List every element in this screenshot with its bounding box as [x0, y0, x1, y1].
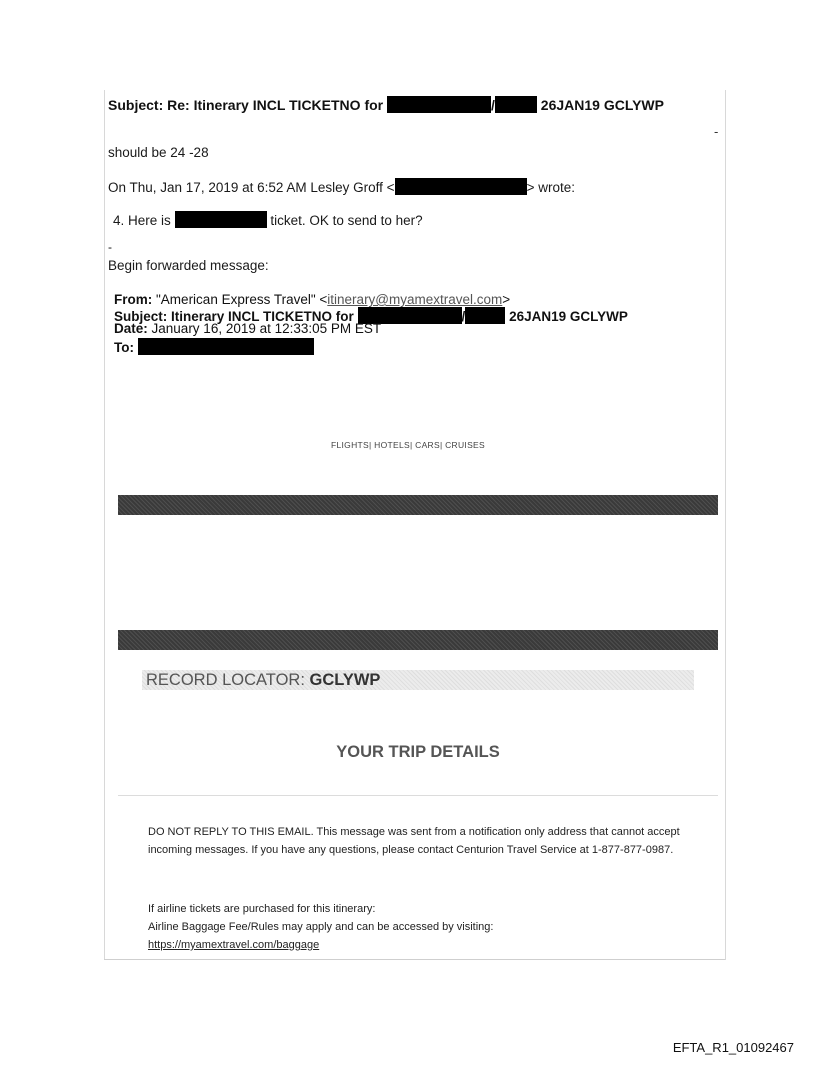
header-banner-band	[118, 495, 718, 515]
baggage-link[interactable]: https://myamextravel.com/baggage	[148, 939, 320, 951]
document-id: EFTA_R1_01092467	[672, 1040, 794, 1055]
redaction-box	[175, 211, 267, 228]
subject-label: Subject: Re: Itinerary INCL TICKETNO for	[108, 97, 384, 113]
here-is-prefix: 4. Here is	[113, 213, 171, 228]
forwarded-to	[114, 338, 314, 355]
subject-suffix: 26JAN19 GCLYWP	[540, 97, 664, 113]
email-subject	[108, 96, 664, 113]
dash-mark: -	[108, 240, 112, 254]
body-line-here-is	[113, 211, 423, 228]
forwarded-subject-suffix: 26JAN19 GCLYWP	[509, 309, 628, 324]
forwarded-subject-label: Subject: Itinerary INCL TICKETNO for	[114, 309, 354, 324]
date-value: January 16, 2019 at 12:33:05 PM EST	[151, 321, 382, 336]
redaction-box	[495, 96, 537, 113]
redaction-box	[395, 178, 527, 195]
email-frame-bottom-border	[104, 959, 725, 960]
to-label: To:	[114, 340, 134, 355]
redaction-box	[465, 307, 505, 324]
section-divider	[118, 795, 718, 796]
dash-mark: -	[714, 124, 719, 139]
record-locator-value: GCLYWP	[309, 671, 381, 689]
forwarded-date	[114, 322, 381, 336]
from-email-link[interactable]: itinerary@myamextravel.com	[327, 292, 503, 307]
amex-nav-links[interactable]: FLIGHTS| HOTELS| CARS| CRUISES	[330, 440, 485, 450]
body-line-should-be: should be 24 -28	[108, 145, 209, 160]
from-name: "American Express Travel" <	[156, 292, 328, 307]
subject-slash: /	[491, 97, 495, 113]
from-close: >	[502, 292, 511, 307]
baggage-text: Airline Baggage Fee/Rules may apply and can be accessed by visiting:	[148, 921, 494, 933]
quoted-header-line	[108, 178, 575, 195]
record-locator	[146, 671, 380, 690]
date-label: Date:	[114, 321, 148, 336]
begin-forwarded-label: Begin forwarded message:	[108, 258, 269, 273]
redaction-box	[387, 96, 491, 113]
redaction-box	[138, 338, 314, 355]
quoted-header-prefix: On Thu, Jan 17, 2019 at 6:52 AM Lesley Groff <	[108, 180, 395, 195]
notice-paragraph: DO NOT REPLY TO THIS EMAIL. This message was sent from a notification only address that cannot accept incoming messages. If you have any questions, please contact Centurion Travel Service at 1-877-877-0987.	[148, 826, 680, 856]
record-locator-label: RECORD LOCATOR:	[146, 671, 310, 689]
content-banner-band	[118, 630, 718, 650]
quoted-header-suffix: > wrote:	[526, 180, 575, 195]
trip-details-heading: YOUR TRIP DETAILS	[336, 743, 500, 761]
forwarded-subject-slash: /	[461, 309, 466, 324]
airline-intro: If airline tickets are purchased for this itinerary:	[148, 903, 376, 915]
forwarded-from	[114, 293, 510, 307]
from-label: From:	[114, 292, 153, 307]
here-is-suffix: ticket. OK to send to her?	[270, 213, 423, 228]
